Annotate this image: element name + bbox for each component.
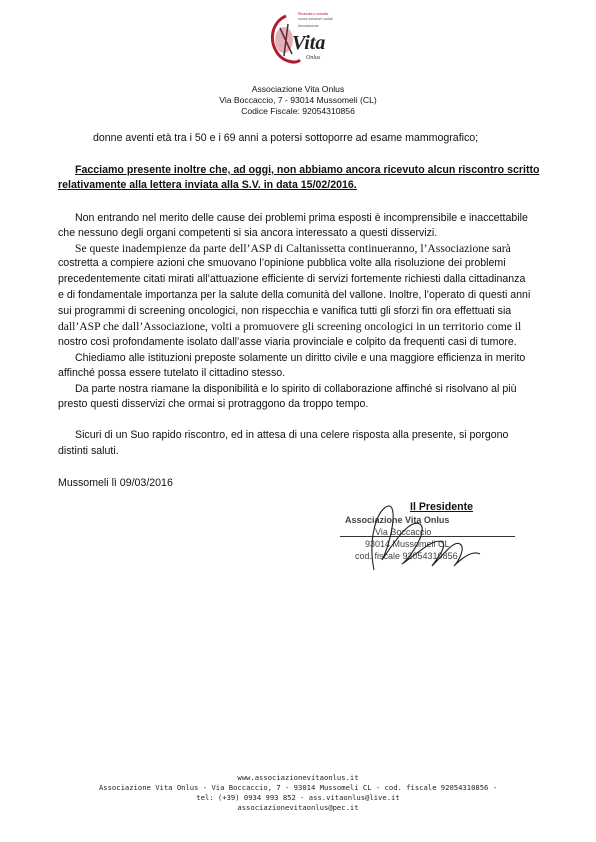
logo-small-line-1: Rinascita e crescita (298, 12, 329, 16)
p3-line-2: affinché possa essere tutelato il cittadino stesso. (58, 367, 286, 379)
p2-line-7: nostro così profondamente isolato dall’asse viaria provinciale e colpito da frequenti casi di tumore. (58, 336, 517, 348)
p3-line-1: Chiediamo alle istituzioni preposte solamente un diritto civile e una maggiore efficienza in merito (75, 352, 526, 364)
p5-line-2: distinti saluti. (58, 445, 119, 457)
p1-line-2: che nessuno degli organi competenti si sia ancora interessato a questi disservizi. (58, 227, 438, 239)
logo-small-line-2: nuove soluzioni sociali (298, 17, 333, 21)
p2-line-2: costretta a compiere azioni che smuovano l’opinione pubblica volte alla risoluzione dei problemi (58, 257, 506, 269)
footer-contacts: tel: (+39) 0934 993 852 - ass.vitaonlus@live.it (196, 793, 400, 802)
stamp-line-3: 93014 Mussomeli CL (365, 539, 450, 549)
logo (262, 10, 342, 72)
p4-line-2: presto questi disservizi che ormai si protraggono da troppo tempo. (58, 398, 369, 410)
text-line-top: donne aventi età tra i 50 e i 69 anni a potersi sottoporre ad esame mammografico; (93, 132, 479, 144)
stamp-line-4: cod. fiscale 92054310856 (355, 551, 458, 561)
p2-line-5: sui programmi di screening oncologici, non rispecchia e vanifica tutti gli sforzi fin ora effettuati sia (58, 305, 512, 317)
footer-address: Associazione Vita Onlus - Via Boccaccio, 7 - 93014 Mussomeli CL - cod. fiscale 92054310856 - (98, 783, 498, 792)
logo-wordmark: Vita (292, 32, 326, 54)
signature-title: Il Presidente (410, 501, 473, 513)
logo-subword: Onlus (306, 55, 321, 61)
p2-line-6: dall’ASP che dall’Associazione, volti a promuovere gli screening oncologici in un territorio come il (58, 320, 522, 333)
p2-line-1: Se queste inadempienze da parte dell’ASP di Caltanissetta continueranno, l’Associazione sarà (75, 242, 511, 255)
handwritten-signature (362, 500, 492, 580)
org-address: Via Boccaccio, 7 - 93014 Mussomeli (CL) (219, 95, 377, 105)
stamp-line-1: Associazione Vita Onlus (345, 515, 450, 525)
p4-line-1: Da parte nostra riamane la disponibilità e lo spirito di collaborazione affinché si risolvano al più (75, 383, 517, 395)
bold-notice-line-1: Facciamo presente inoltre che, ad oggi, non abbiamo ancora ricevuto alcun riscontro scritto (75, 164, 540, 176)
org-name: Associazione Vita Onlus (251, 84, 345, 94)
place-date: Mussomeli lì 09/03/2016 (58, 477, 173, 489)
stamp-line-2: Via Boccaccio (375, 527, 432, 537)
footer-website[interactable]: www.associazionevitaonlus.it (237, 773, 359, 782)
p2-line-3: precedentemente citati mirati all’attuazione efficiente di servizi fortemente richiesti dalla cittadinanza (58, 273, 526, 285)
p2-line-4: e di fondamentale importanza per la salute della comunità del vallone. Inoltre, l’operato di questi anni (58, 289, 531, 301)
org-fiscal-code: Codice Fiscale: 92054310856 (241, 106, 355, 116)
logo-small-line-3: Associazione (298, 24, 319, 28)
footer-pec[interactable]: associazionevitaonlus@pec.it (237, 803, 359, 812)
p5-line-1: Sicuri di un Suo rapido riscontro, ed in attesa di una celere risposta alla presente, si porgono (75, 429, 509, 441)
p1-line-1: Non entrando nel merito delle cause dei problemi prima esposti è incomprensibile e inaccettabile (75, 212, 528, 224)
bold-notice-line-2: relativamente alla lettera inviata alla S.V. in data 15/02/2016. (58, 179, 357, 191)
